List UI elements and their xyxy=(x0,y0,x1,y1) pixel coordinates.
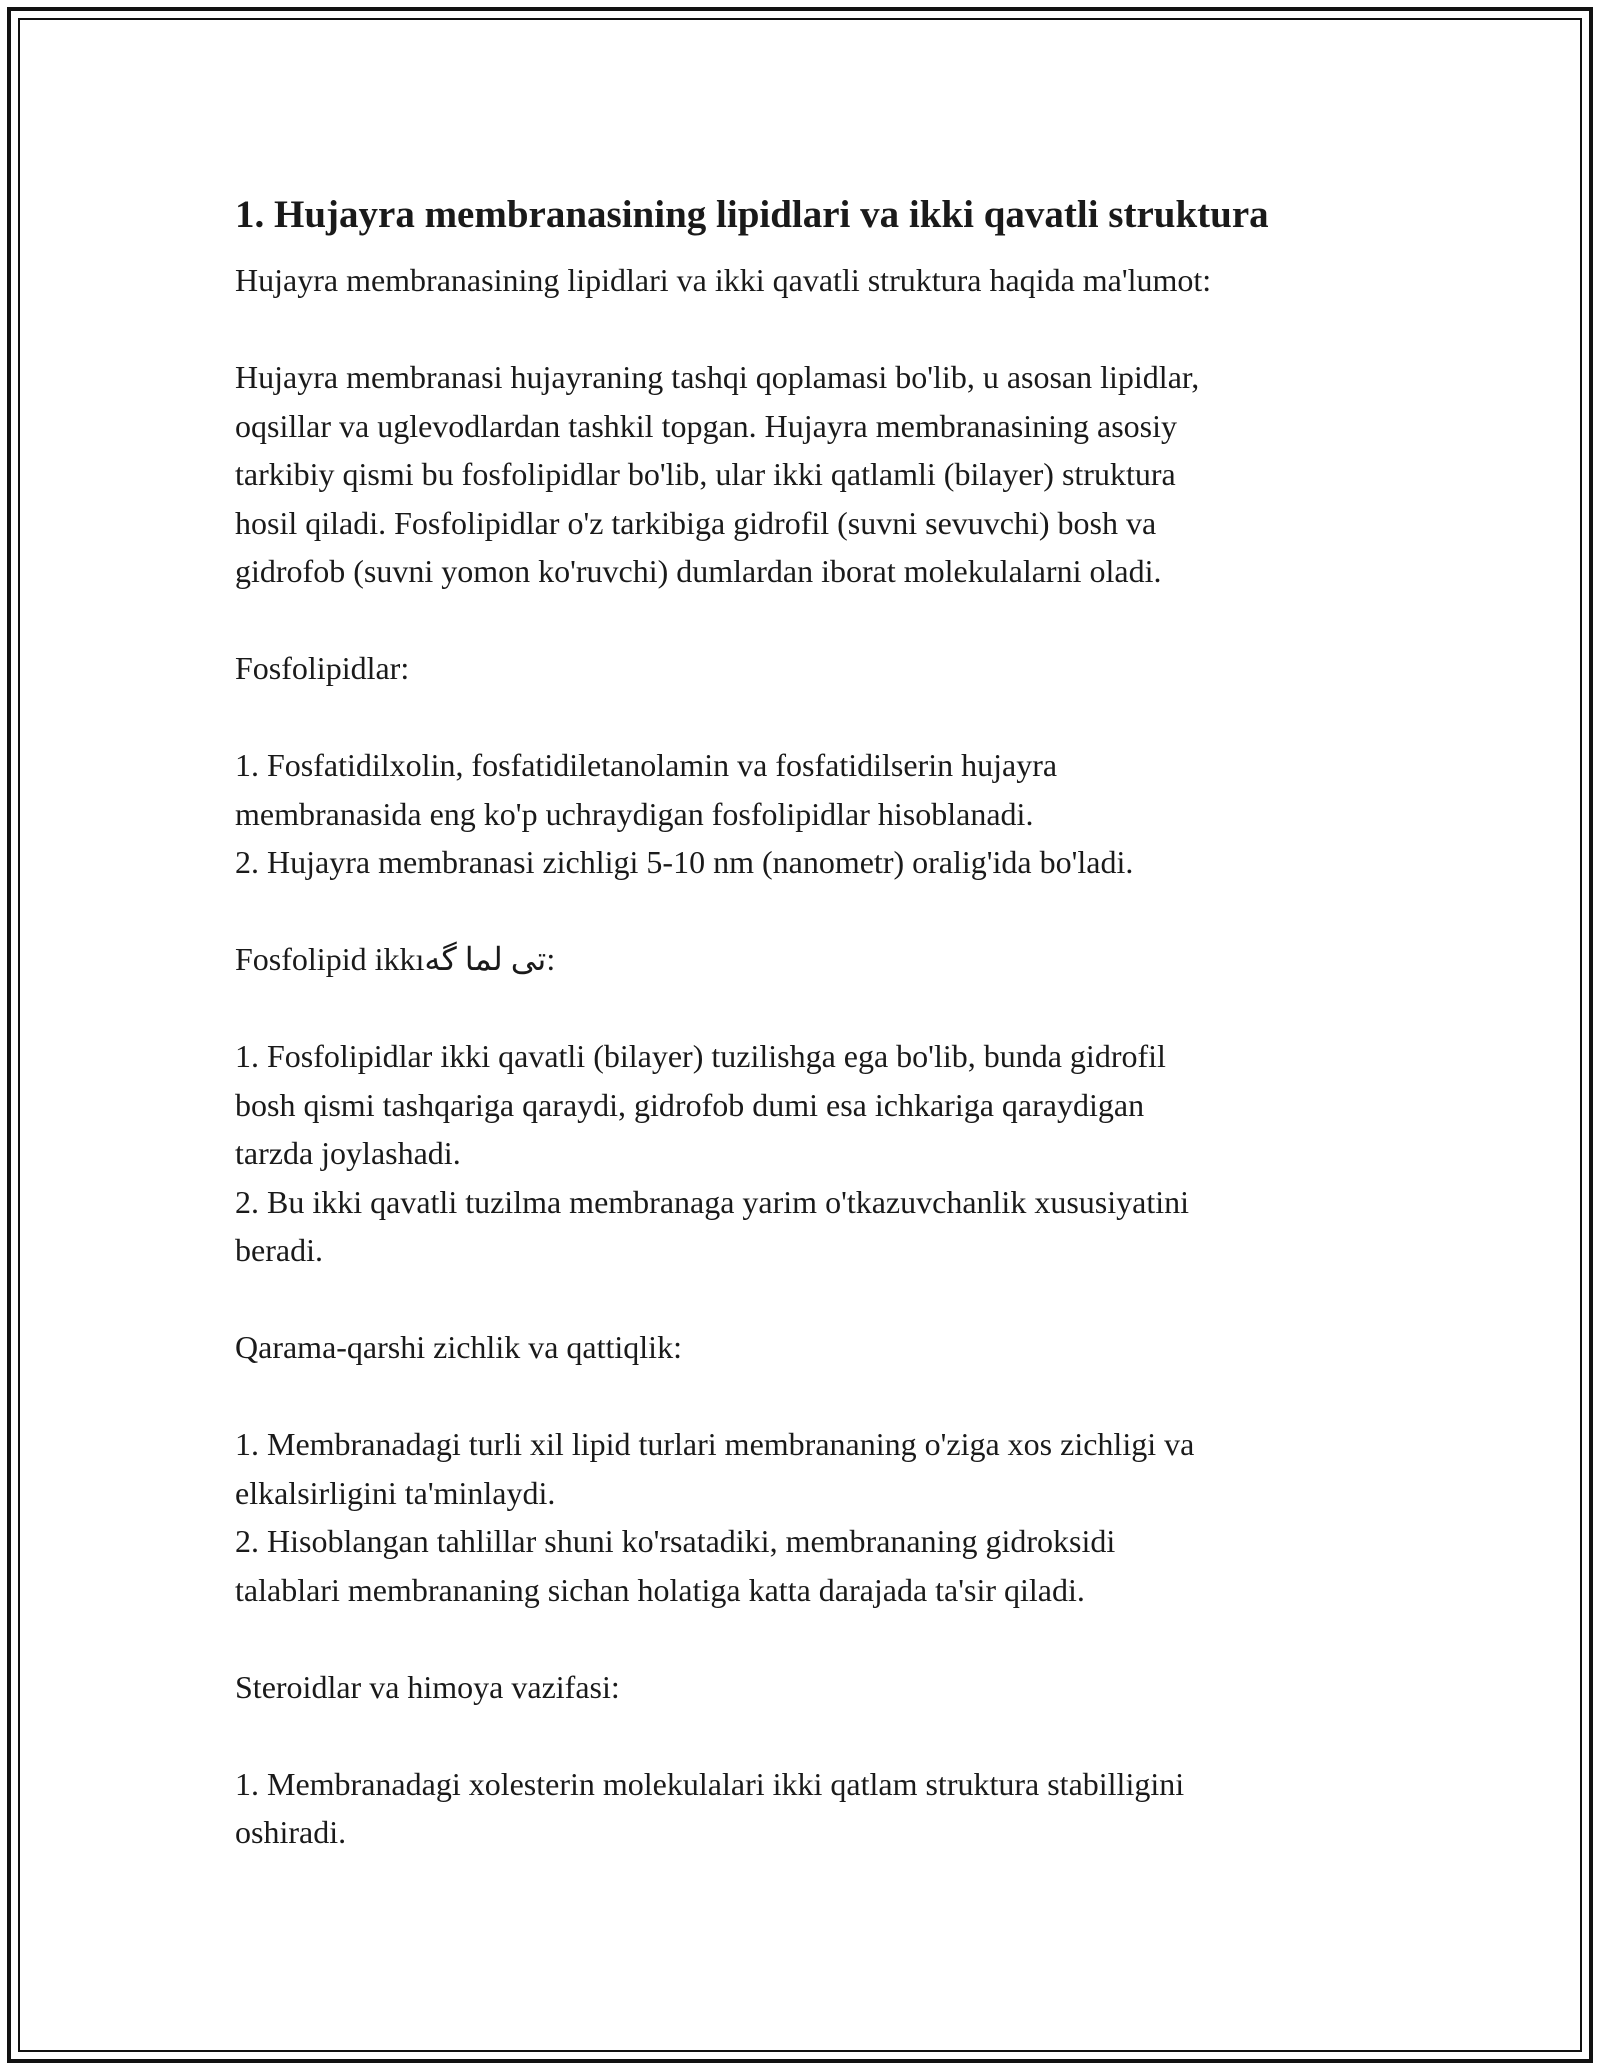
text-line: tarkibiy qismi bu fosfolipidlar bo'lib, ular ikki qatlamli (bilayer) struktura xyxy=(235,456,1176,492)
text-line: oqsillar va uglevodlardan tashkil topgan. Hujayra membranasining asosiy xyxy=(235,407,1177,444)
text-line: 1. Fosfolipidlar ikki qavatli (bilayer) tuzilishga ega bo'lib, bunda gidrofil xyxy=(235,1038,1166,1074)
text-line: Hujayra membranasining lipidlari va ikki qavatli struktura haqida ma'lumot: xyxy=(235,262,1212,298)
paragraph xyxy=(235,256,1385,305)
text-line: hosil qiladi. Fosfolipidlar o'z tarkibiga gidrofil (suvni sevuvchi) bosh va xyxy=(235,504,1157,541)
paragraph xyxy=(235,1663,1385,1712)
paragraph xyxy=(235,1323,1385,1372)
paragraph xyxy=(235,1032,1385,1275)
text-line: 1. Membranadagi turli xil lipid turlari membrananing o'ziga xos zichligi va xyxy=(235,1426,1195,1462)
paragraph xyxy=(235,1420,1385,1614)
text-line: bosh qismi tashqariga qaraydi, gidrofob dumi esa ichkariga qaraydigan xyxy=(235,1086,1145,1123)
paragraph xyxy=(235,935,1385,984)
paragraph xyxy=(235,353,1385,596)
text-line: membranasida eng ko'p uchraydigan fosfolipidlar hisoblanadi. xyxy=(235,795,1034,832)
text-line: talablari membrananing sichan holatiga katta darajada ta'sir qiladi. xyxy=(235,1571,1085,1608)
text-line: Fosfolipidlar: xyxy=(235,650,410,686)
text-line: 2. Hujayra membranasi zichligi 5-10 nm (nanometr) oralig'ida bo'ladi. xyxy=(235,844,1134,880)
text-line: oshiradi. xyxy=(235,1814,347,1850)
document-title: 1. Hujayra membranasining lipidlari va ikki qavatli struktura xyxy=(235,193,1269,236)
text-line: 2. Hisoblangan tahlillar shuni ko'rsatadiki, membrananing gidroksidi xyxy=(235,1523,1116,1559)
text-line: 1. Membranadagi xolesterin molekulalari ikki qatlam struktura stabilligini xyxy=(235,1765,1185,1802)
paragraph xyxy=(235,741,1385,887)
text-line: Steroidlar va himoya vazifasi: xyxy=(235,1668,620,1705)
document-body xyxy=(235,188,1385,1905)
text-line: elkalsirligini ta'minlaydi. xyxy=(235,1474,556,1511)
paragraph xyxy=(235,1760,1385,1857)
text-line: 1. Fosfatidilxolin, fosfatidiletanolamin va fosfatidilserin hujayra xyxy=(235,747,1058,783)
paragraph-list xyxy=(235,256,1385,1857)
text-line: Hujayra membranasi hujayraning tashqi qoplamasi bo'lib, u asosan lipidlar, xyxy=(235,359,1200,395)
text-line: beradi. xyxy=(235,1232,323,1268)
text-line: Qarama-qarshi zichlik va qattiqlik: xyxy=(235,1329,682,1365)
text-line: 2. Bu ikki qavatli tuzilma membranaga yarim o'tkazuvchanlik xususiyatini xyxy=(235,1183,1189,1220)
text-line: Fosfolipid ikkıتی لما گه: xyxy=(235,941,556,977)
text-line: tarzda joylashadi. xyxy=(235,1135,461,1171)
text-line: gidrofob (suvni yomon ko'ruvchi) dumlardan iborat molekulalarni oladi. xyxy=(235,553,1162,589)
paragraph xyxy=(235,644,1385,693)
